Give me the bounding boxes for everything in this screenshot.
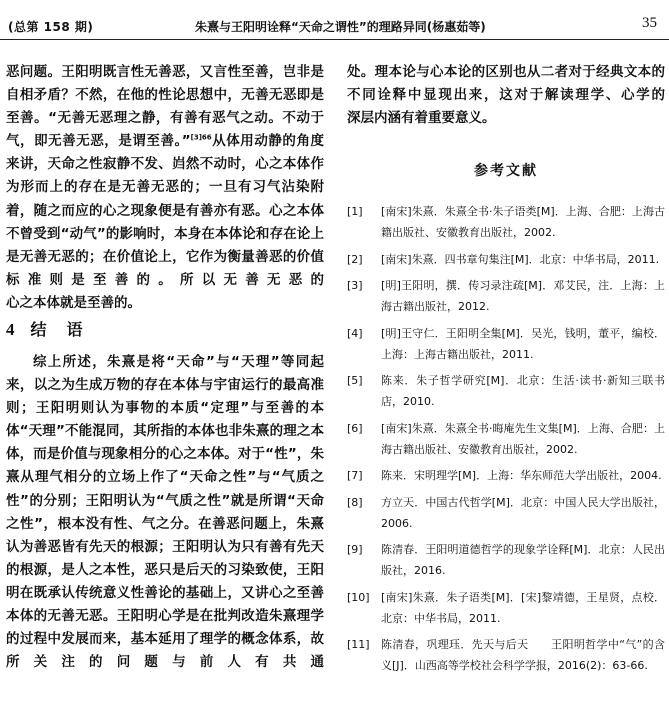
body-paragraph-3 [347,61,665,130]
reference-text: [南宋]朱熹．朱熹全书·晦庵先生文集[M]．上海、合肥：上海古籍出版社、安徽教育出版社，2002. [381,421,665,456]
body-paragraph-1 [6,61,324,315]
reference-item [347,634,665,676]
reference-text: 陈来．朱子哲学研究[M]．北京：生活·读书·新知三联书店，2010. [381,374,665,408]
section-number: 4 [6,320,17,339]
reference-number: [3] [347,279,363,292]
reference-text: 陈清春，巩理珏．先天与后天 王阳明哲学中“气”的含义[J]．山西高等学校社会科学学报，2016(2)：63-66. [381,638,665,672]
paragraph-last-line: 深层内涵有着重要意义。 [347,110,496,127]
reference-number: [5] [347,374,363,387]
reference-item [347,539,665,581]
paragraph-text-continued: 从体用动静的角度来讲，天命之性寂静不发、岿然不动时，心之本体作为形而上的存在是无善无恶的；一旦有习气沾染附着，随之而应的心之现象便是有善亦有恶。心之本体不曾受到“动气”的影响时，本身在本体论和存在论上是无善无恶的；在价值论上，它作为衡量善恶的价值标准则是至善的。所以无善无恶的 [6,133,324,288]
paragraph-text: 恶问题。王阳明既言性无善恶，又言性至善，岂非是自相矛盾？不然，在他的性论思想中，无善无恶即是至善。“无善无恶理之静，有善有恶气之动。不动于气，即无善无恶，是谓至善。” [6,64,324,150]
left-column [6,61,324,315]
reference-number: [10] [347,590,370,604]
reference-number: [9] [347,543,363,556]
paragraph-last-line: 心之本体就是至善的。 [6,294,141,311]
reference-text: 方立天．中国古代哲学[M]．北京：中国人民大学出版社，2006. [381,495,665,530]
reference-item [347,249,665,270]
reference-item [347,465,665,486]
reference-text: [明]王阳明，撰．传习录注疏[M]．邓艾民，注．上海：上海古籍出版社，2012. [381,279,665,313]
page-number: 35 [642,15,657,31]
citation-marker: [3]66 [190,133,212,142]
running-title: 朱熹与王阳明诠释“天命之谓性”的理路异同(杨惠茹等) [195,20,486,34]
reference-item [347,323,665,365]
reference-number: [11] [347,638,370,651]
reference-text: [南宋]朱熹．四书章句集注[M]．北京：中华书局，2011. [381,252,660,266]
reference-text: 陈来．宋明理学[M]．上海：华东师范大学出版社，2004. [381,469,662,482]
section-title-text: 结 语 [30,320,85,339]
issue-number: (总第 158 期) [8,20,94,34]
reference-number: [4] [347,326,363,340]
reference-number: [7] [347,469,363,482]
paragraph-text: 处。理本论与心本论的区别也从二者对于经典文本的不同诠释中显现出来，这对于解读理学、心学的 [347,64,665,104]
references-heading: 参考文献 [474,163,538,179]
reference-number: [6] [347,421,363,435]
reference-text: 陈清春．王阳明道德哲学的现象学诠释[M]．北京：人民出版社，2016. [381,543,665,577]
section-heading [6,317,85,340]
reference-text: [明]王守仁．王阳明全集[M]．吴光，钱明，董平，编校．上海：上海古籍出版社，2011. [381,326,665,361]
reference-item [347,275,665,317]
reference-item [347,418,665,460]
reference-item [347,201,665,243]
reference-number: [8] [347,495,363,509]
reference-text: [南宋]朱熹．朱子语类[M]．[宋]黎靖德，王星贤，点校．北京：中华书局，2011. [381,590,665,625]
running-header [0,0,669,40]
reference-item [347,492,665,534]
reference-number: [2] [347,252,363,266]
reference-item [347,370,665,412]
reference-number: [1] [347,205,363,218]
right-column [347,61,665,130]
left-column-lower [6,351,324,674]
reference-text: [南宋]朱熹．朱熹全书·朱子语类[M]．上海、合肥：上海古籍出版社、安徽教育出版社，2002. [381,205,665,239]
reference-item [347,587,665,629]
reference-list [347,201,665,682]
body-paragraph-2: 综上所述，朱熹是将“天命”与“天理”等同起来，以之为生成万物的存在本体与宇宙运行的最高准则；王阳明则认为事物的本质“定理”与至善的本体“天理”不能混同，其所指的本体也非朱熹的理之本体，而是价值与现象相分的心之本体。对于“性”，朱熹从理气相分的立场上作了“天命之性”与“气质之性”的分别；王阳明认为“气质之性”就是所谓“天命之性”，根本没有性、气之分。在善恶问题上，朱熹认为善恶皆有先天的根源；王阳明认为只有善有先天的根源，是人之本性，恶只是后天的习染致使，王阳明在既承认传统意义性善论的基础上，又讲心之至善本体的无善无恶。王阳明心学是在批判改造朱熹理学的过程中发展而来，基本延用了理学的概念体系，故所关注的问题与前人有共通 [6,354,324,671]
